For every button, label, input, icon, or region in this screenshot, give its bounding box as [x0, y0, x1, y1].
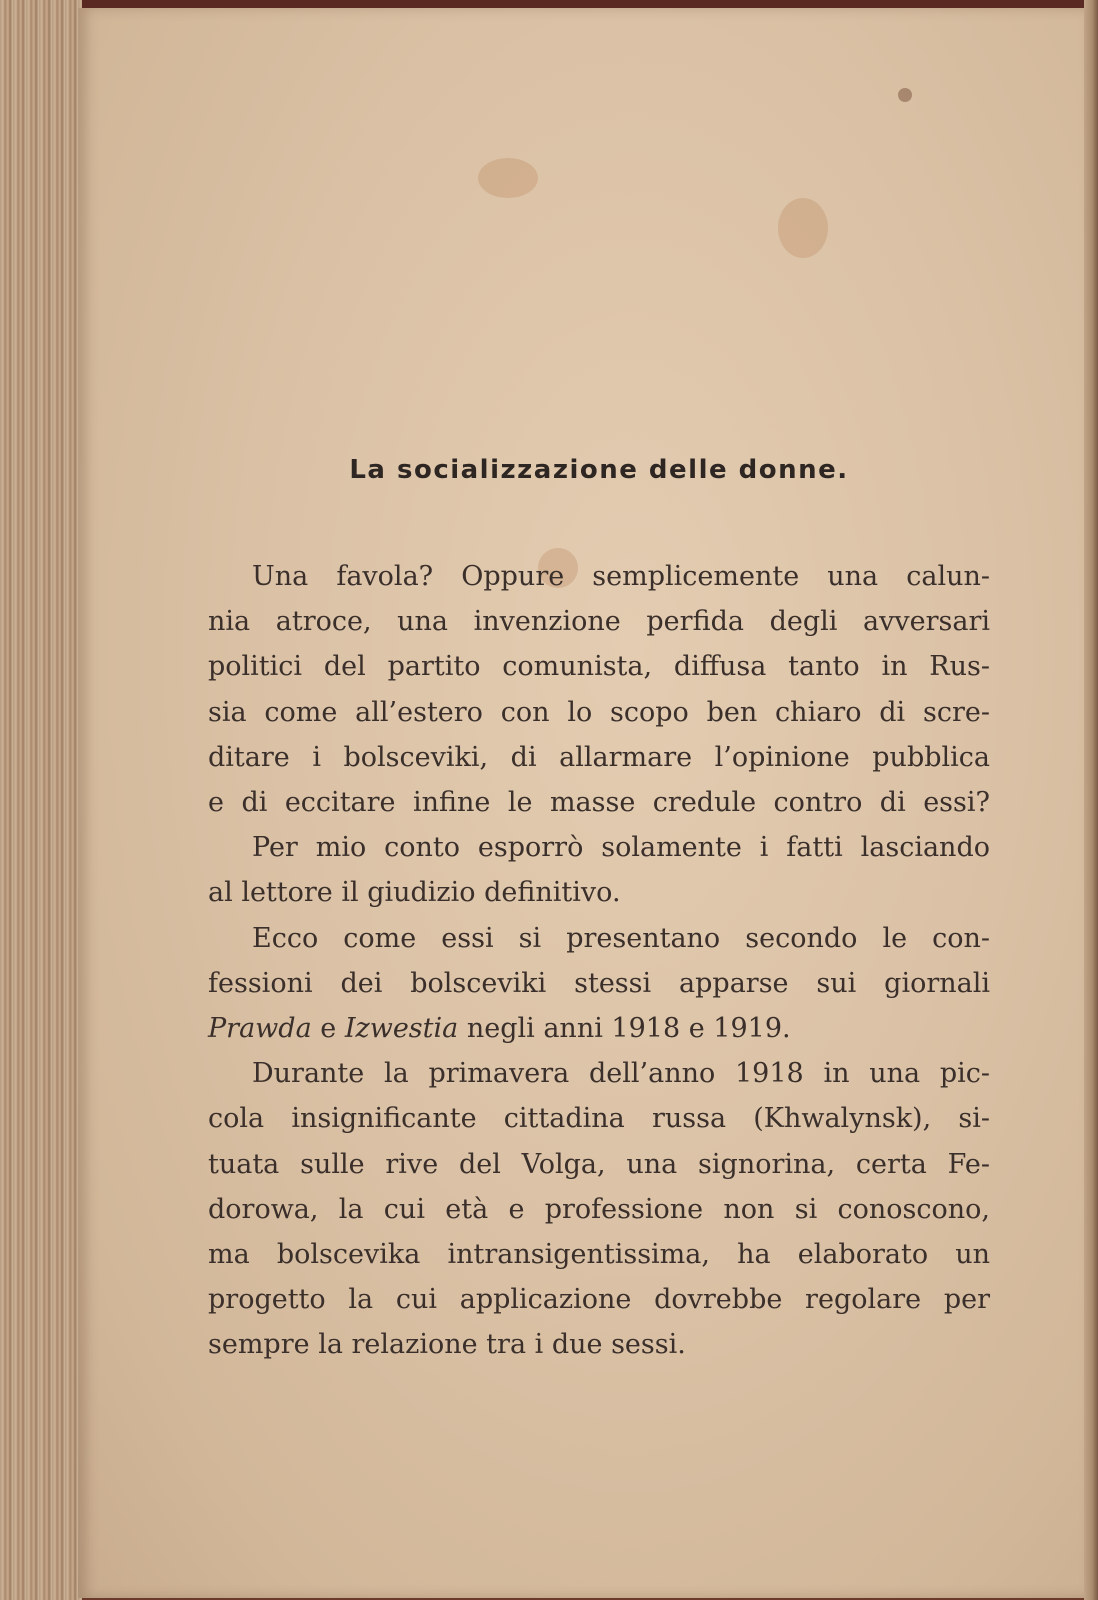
book-page-edges [0, 0, 82, 1600]
text-line: progetto la cui applicazione dovrebbe regolare per [208, 1284, 990, 1316]
body-text [208, 554, 990, 1368]
text-line: Per mio conto esporrò solamente i fatti lasciando [252, 832, 990, 864]
book-right-edge [1084, 0, 1098, 1600]
text-line: sempre la relazione tra i due sessi. [208, 1329, 686, 1361]
text-line: ditare i bolsceviki, di allarmare l’opinione pubblica [208, 741, 990, 773]
foxing-spot [478, 158, 538, 198]
line-rest-text: negli anni 1918 e 1919. [458, 1013, 791, 1045]
text-line: dorowa, la cui età e professione non si conoscono, [208, 1193, 990, 1225]
newspaper-title-prawda: Prawda [208, 1013, 312, 1045]
paragraph-4 [208, 1051, 990, 1367]
text-line: nia atroce, una invenzione perfida degli avversari [208, 606, 990, 638]
conjunction-text: e [311, 1013, 345, 1045]
newspaper-title-izwestia: Izwestia [344, 1013, 459, 1045]
text-line: tuata sulle rive del Volga, una signorina, certa Fe- [208, 1148, 990, 1180]
text-line: Durante la primavera dell’anno 1918 in una pic- [252, 1058, 990, 1090]
paragraph-1 [208, 554, 990, 825]
text-line: sia come all’estero con lo scopo ben chiaro di scre- [208, 696, 990, 728]
text-line [208, 1006, 990, 1051]
text-line: e di eccitare infine le masse credule contro di essi? [208, 787, 990, 819]
chapter-heading: La socializzazione delle donne. [349, 455, 849, 485]
text-line: al lettore il giudizio definitivo. [208, 877, 621, 909]
text-line: Ecco come essi si presentano secondo le con- [252, 922, 990, 954]
paragraph-2 [208, 825, 990, 915]
foxing-spot [778, 198, 828, 258]
text-line: cola insignificante cittadina russa (Khwalynsk), si- [208, 1103, 990, 1135]
foxing-spot [898, 88, 912, 102]
text-line: Una favola? Oppure semplicemente una calun- [252, 561, 990, 592]
text-line: fessioni dei bolsceviki stessi apparse sui giornali [208, 967, 990, 999]
text-line: politici del partito comunista, diffusa tanto in Rus- [208, 651, 990, 683]
text-line: ma bolscevika intransigentissima, ha elaborato un [208, 1239, 990, 1271]
paragraph-3 [208, 916, 990, 1052]
